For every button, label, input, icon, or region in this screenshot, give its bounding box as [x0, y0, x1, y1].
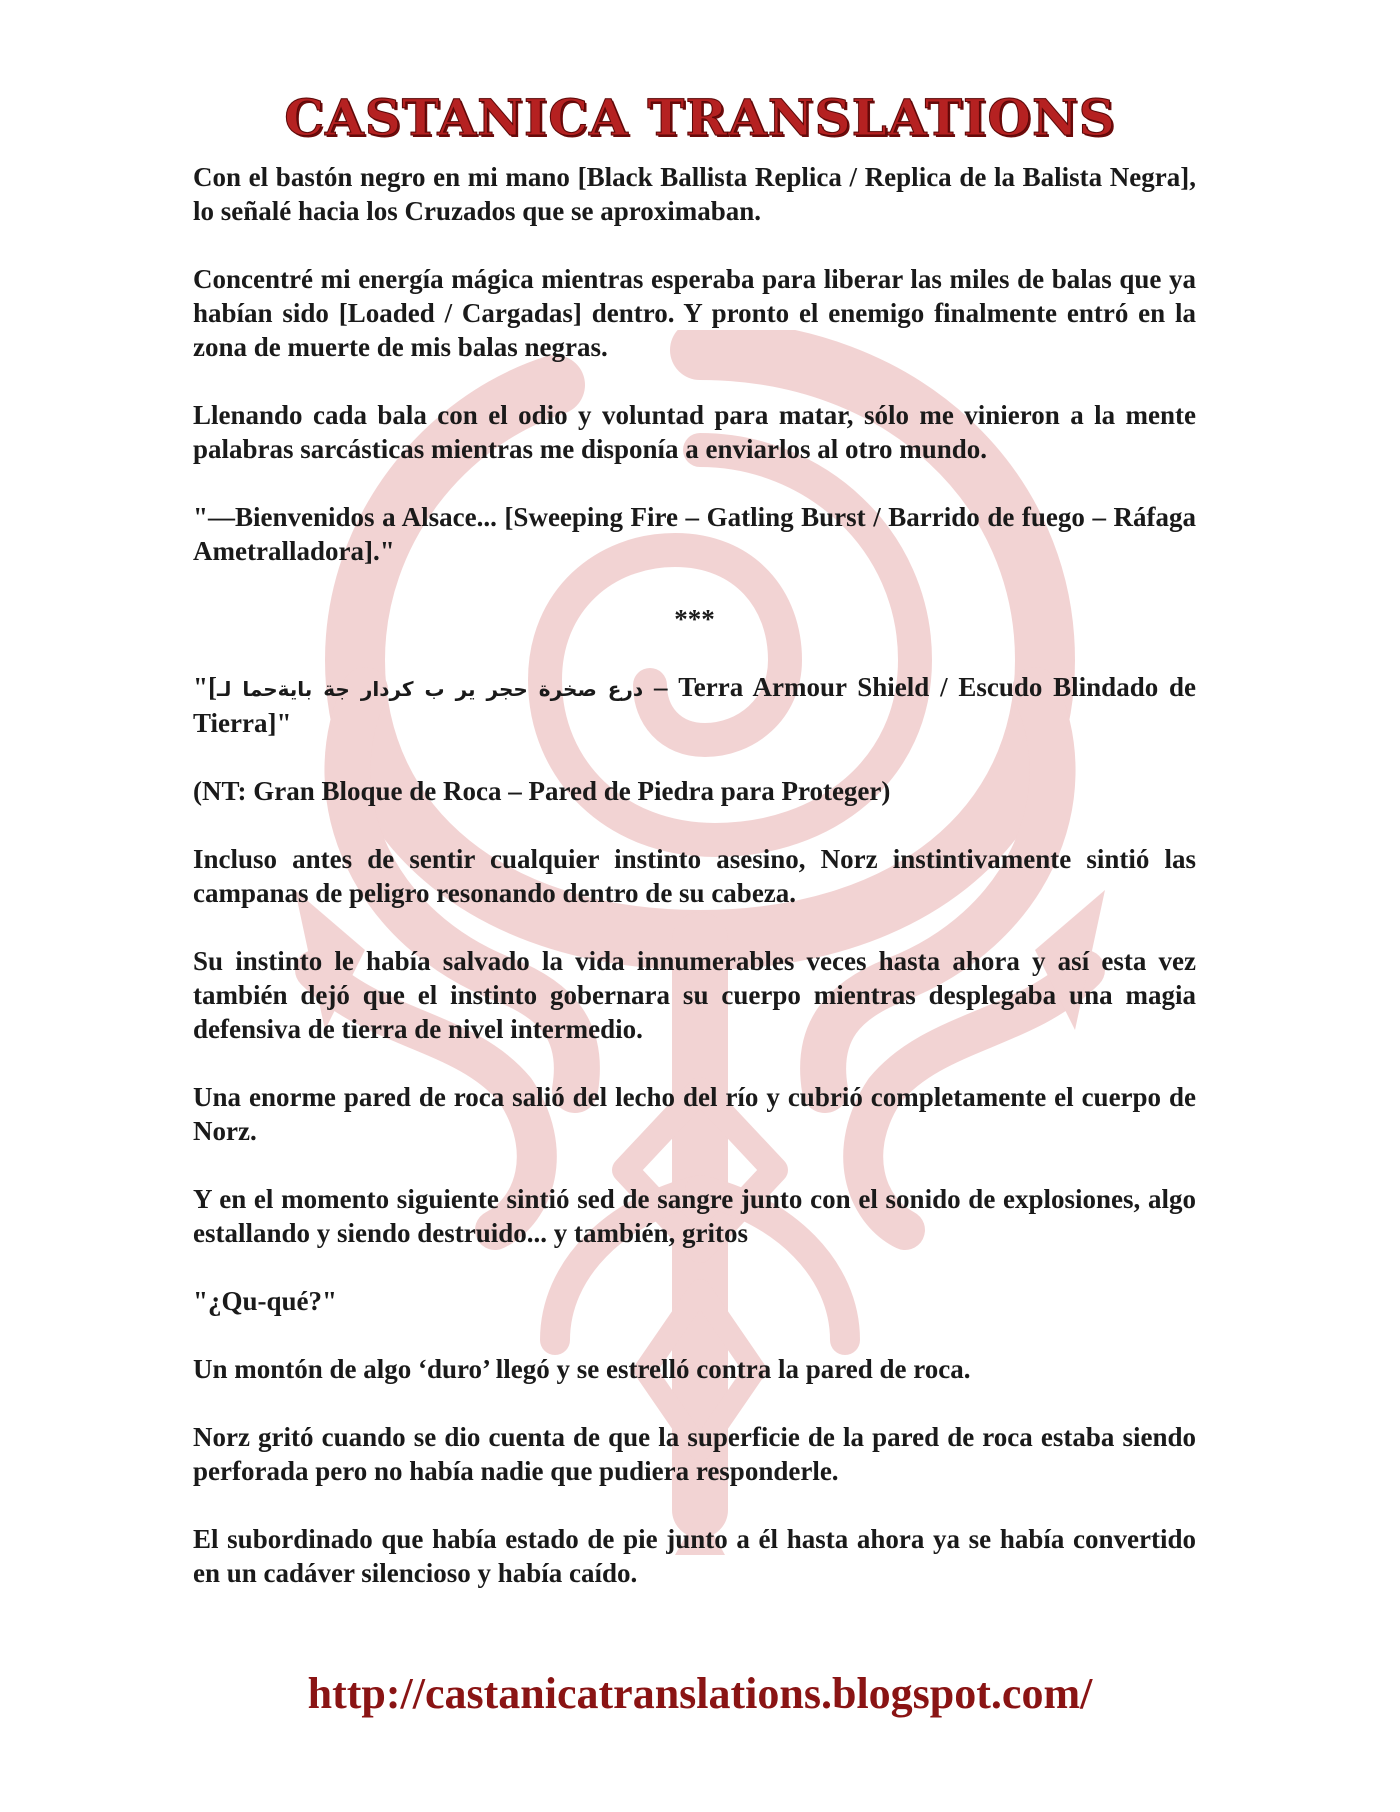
- paragraph: Su instinto le había salvado la vida innumerables veces hasta ahora y así esta vez también dejó que el instinto gobernara su cuerpo mientras desplegaba una magia defensiva de tierra de nivel intermedio.: [193, 946, 1196, 1044]
- paragraph: Un montón de algo ‘duro’ llegó y se estrelló contra la pared de roca.: [193, 1354, 971, 1384]
- site-title: CASTANICA TRANSLATIONS: [284, 88, 1116, 147]
- paragraph: "—Bienvenidos a Alsace... [Sweeping Fire – Gatling Burst / Barrido de fuego – Ráfaga Ametralladora].": [193, 502, 1196, 566]
- spell-paragraph: [193, 670, 1196, 740]
- chapter-text: [193, 160, 1196, 1624]
- paragraph: Norz gritó cuando se dio cuenta de que la superficie de la pared de roca estaba siendo perforada pero no había nadie que pudiera responderle.: [193, 1422, 1196, 1486]
- paragraph: Con el bastón negro en mi mano [Black Ballista Replica / Replica de la Balista Negra], lo señalé hacia los Cruzados que se aproximaban.: [193, 162, 1196, 226]
- paragraph: Llenando cada bala con el odio y voluntad para matar, sólo me vinieron a la mente palabras sarcásticas mientras me disponía a enviarlos al otro mundo.: [193, 400, 1196, 464]
- blog-url-link[interactable]: http://castanicatranslations.blogspot.com/: [307, 1669, 1093, 1718]
- scene-break: ***: [674, 604, 715, 634]
- arabic-spell-text: درع صخرة حجر ير ب كردار جة بايةحما لـ: [216, 677, 644, 701]
- paragraph: Una enorme pared de roca salió del lecho del río y cubrió completamente el cuerpo de Norz.: [193, 1082, 1196, 1146]
- dialogue-line: "¿Qu-qué?": [193, 1286, 338, 1316]
- translator-note: (NT: Gran Bloque de Roca – Pared de Piedra para Proteger): [193, 776, 891, 806]
- paragraph: Concentré mi energía mágica mientras esperaba para liberar las miles de balas que ya habían sido [Loaded / Cargadas] dentro. Y pronto el enemigo finalmente entró en la zona de muerte de mis balas negras.: [193, 264, 1196, 362]
- paragraph: El subordinado que había estado de pie junto a él hasta ahora ya se había convertido en un cadáver silencioso y había caído.: [193, 1524, 1196, 1588]
- paragraph: Y en el momento siguiente sintió sed de sangre junto con el sonido de explosiones, algo estallando y siendo destruido... y también, gritos: [193, 1184, 1196, 1248]
- spell-open: "[: [193, 672, 217, 702]
- paragraph: Incluso antes de sentir cualquier instinto asesino, Norz instintivamente sintió las campanas de peligro resonando dentro de su cabeza.: [193, 844, 1196, 908]
- spell-rest: – Terra Armour Shield / Escudo Blindado de Tierra]": [193, 672, 1196, 738]
